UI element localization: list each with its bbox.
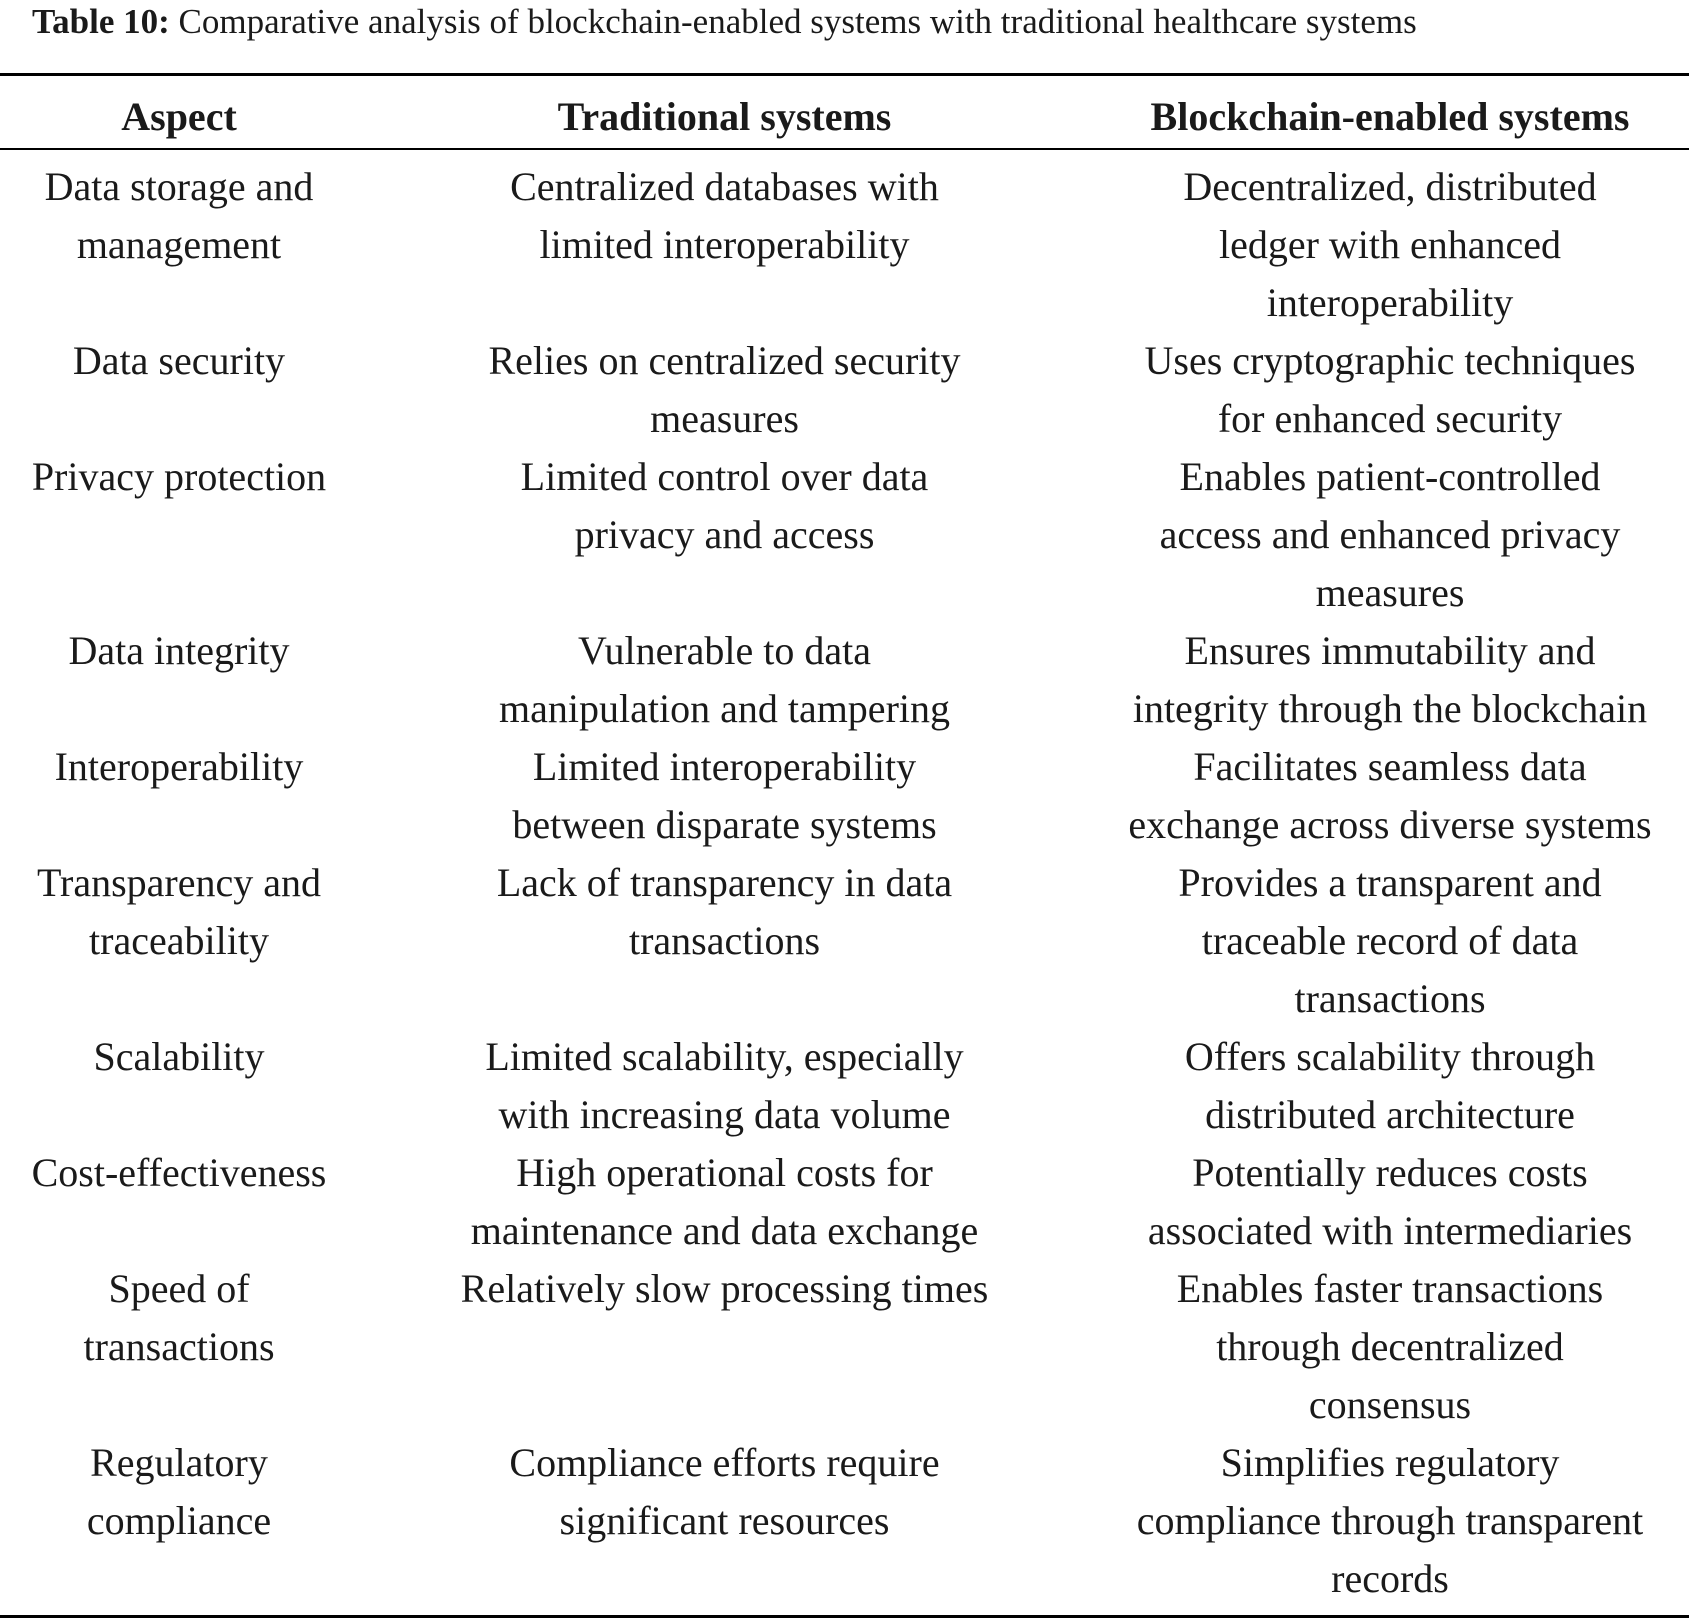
cell-blockchain: Enables faster transactions through decentralized consensus <box>1176 1266 1604 1427</box>
cell-aspect: Data security <box>72 338 286 383</box>
cell-traditional: Limited interoperability between disparate systems <box>512 744 937 847</box>
cell-traditional: Lack of transparency in data transactions <box>496 860 953 963</box>
cell-aspect: Data integrity <box>68 628 290 673</box>
cell-aspect: Transparency and traceability <box>36 860 321 963</box>
table-caption-text: Comparative analysis of blockchain-enabled systems with traditional healthcare systems <box>178 2 1417 41</box>
cell-traditional: Limited scalability, especially with increasing data volume <box>485 1034 964 1137</box>
table-row <box>0 622 1689 738</box>
table-row <box>0 448 1689 622</box>
cell-traditional: Vulnerable to data manipulation and tampering <box>499 628 950 731</box>
cell-blockchain: Offers scalability through distributed architecture <box>1184 1034 1596 1137</box>
table-caption-label: Table 10: <box>32 2 170 41</box>
cell-blockchain: Potentially reduces costs associated with intermediaries <box>1147 1150 1633 1253</box>
cell-traditional: Relies on centralized security measures <box>488 338 961 441</box>
cell-traditional: Relatively slow processing times <box>460 1266 989 1311</box>
cell-aspect: Scalability <box>93 1034 265 1079</box>
cell-aspect: Cost-effectiveness <box>31 1150 327 1195</box>
cell-blockchain: Provides a transparent and traceable record of data transactions <box>1178 860 1602 1021</box>
cell-traditional: High operational costs for maintenance and data exchange <box>470 1150 979 1253</box>
cell-blockchain: Enables patient-controlled access and enhanced privacy measures <box>1159 454 1621 615</box>
column-header-traditional: Traditional systems <box>557 94 892 139</box>
cell-aspect: Privacy protection <box>31 454 327 499</box>
cell-blockchain: Decentralized, distributed ledger with enhanced interoperability <box>1183 164 1597 325</box>
table-body <box>0 158 1689 1608</box>
table-row <box>0 1028 1689 1144</box>
table-row <box>0 158 1689 332</box>
cell-blockchain: Facilitates seamless data exchange across diverse systems <box>1128 744 1652 847</box>
table-caption <box>32 0 1672 44</box>
cell-aspect: Data storage and management <box>44 164 314 267</box>
cell-aspect: Regulatory compliance <box>86 1440 272 1543</box>
cell-aspect: Speed of transactions <box>83 1266 275 1369</box>
table-row <box>0 854 1689 1028</box>
table-top-rule <box>0 73 1689 76</box>
cell-blockchain: Ensures immutability and integrity through the blockchain <box>1132 628 1648 731</box>
cell-aspect: Interoperability <box>54 744 304 789</box>
cell-traditional: Compliance efforts require significant resources <box>509 1440 940 1543</box>
cell-traditional: Limited control over data privacy and access <box>520 454 929 557</box>
table-row <box>0 332 1689 448</box>
table-header-row <box>0 84 1689 152</box>
cell-blockchain: Uses cryptographic techniques for enhanced security <box>1144 338 1636 441</box>
column-header-aspect: Aspect <box>121 94 237 139</box>
table-row <box>0 1434 1689 1608</box>
table-bottom-rule <box>0 1615 1689 1618</box>
table-row <box>0 738 1689 854</box>
column-header-blockchain: Blockchain-enabled systems <box>1150 94 1630 139</box>
table-row <box>0 1260 1689 1434</box>
cell-traditional: Centralized databases with limited interoperability <box>510 164 939 267</box>
table-row <box>0 1144 1689 1260</box>
cell-blockchain: Simplifies regulatory compliance through transparent records <box>1136 1440 1644 1601</box>
comparison-table <box>0 84 1689 1608</box>
